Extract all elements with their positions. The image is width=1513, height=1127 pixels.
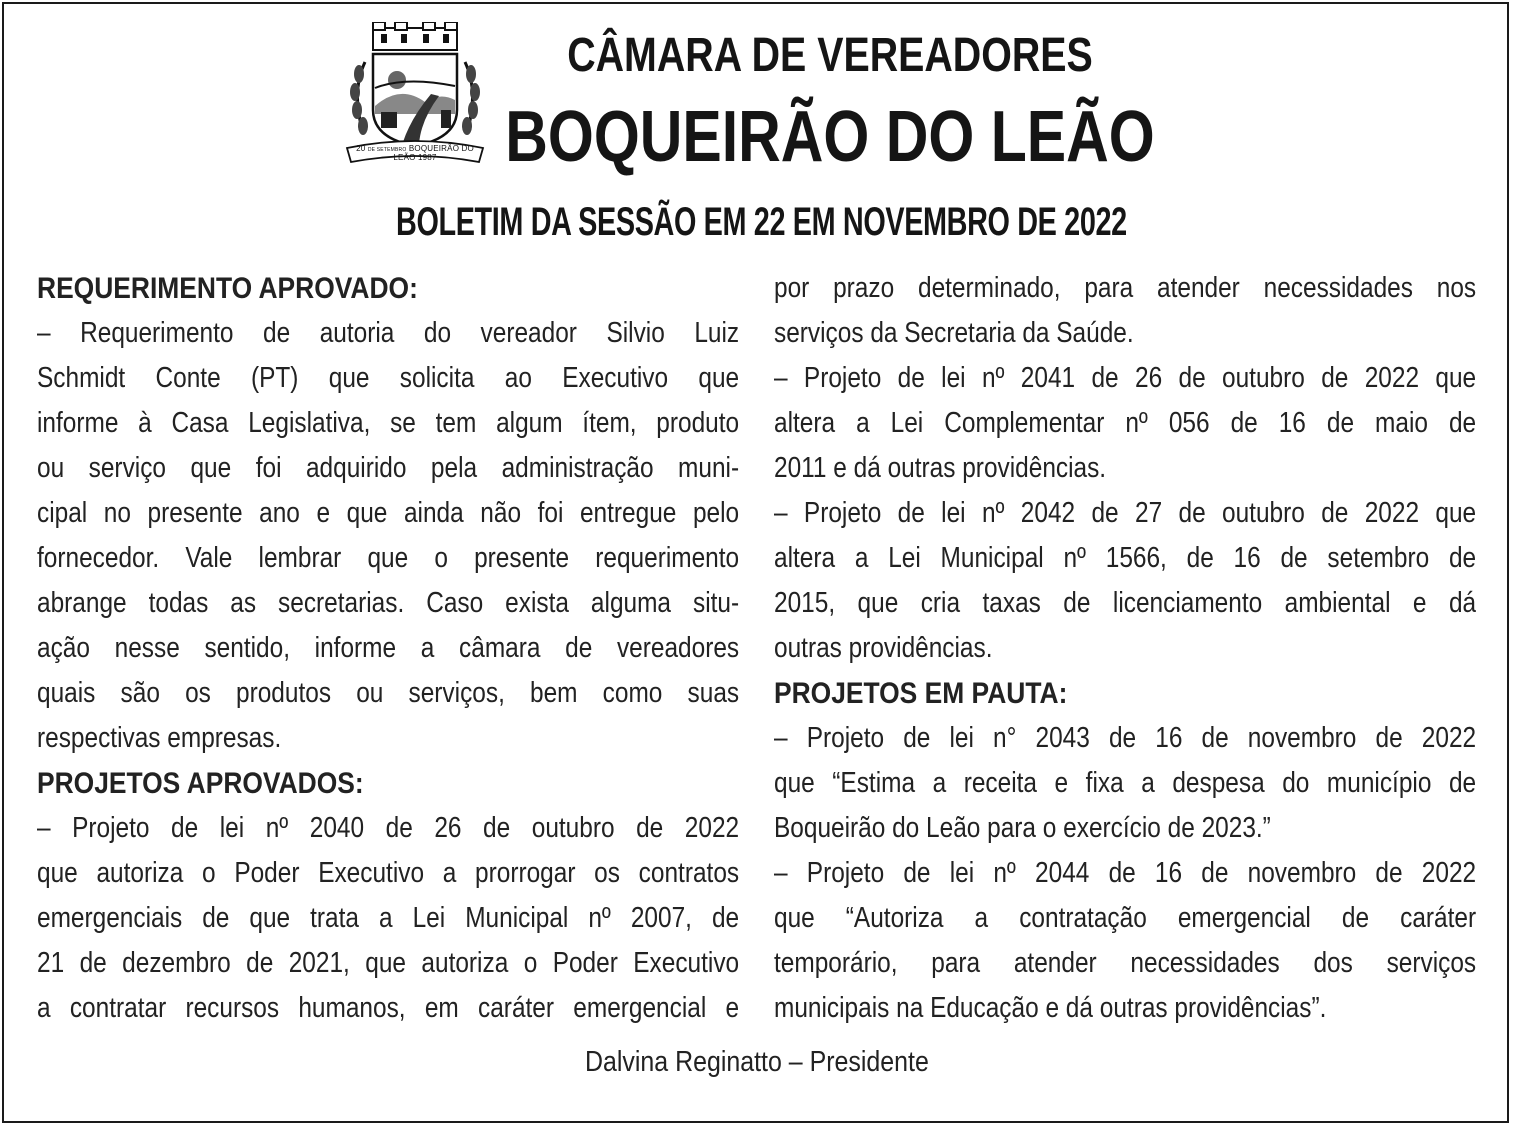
line-text: – Projeto de lei nº 2042 de 27 de outubro de 2022 que <box>774 497 1476 529</box>
heading-projetos-aprovados <box>37 761 739 806</box>
header-city-title: BOQUEIRÃO DO LEÃO <box>505 97 1155 177</box>
heading-projetos-em-pauta <box>774 671 1476 716</box>
crest-day-text: 20 <box>356 144 366 153</box>
line-text: – Projeto de lei nº 2041 de 26 de outubro de 2022 que <box>774 362 1476 394</box>
line-text: altera a Lei Municipal nº 1566, de 16 de setembro de <box>774 542 1476 574</box>
paragraph-line <box>37 806 739 851</box>
heading-text: PROJETOS APROVADOS: <box>37 767 364 800</box>
paragraph-line <box>37 581 739 626</box>
paragraph-line <box>774 626 1476 671</box>
paragraph-line <box>37 851 739 896</box>
signature-line <box>0 1046 1513 1079</box>
crest-city-text: BOQUEIRÃO DO LEÃO <box>393 144 474 162</box>
line-text: por prazo determinado, para atender necessidades nos <box>774 272 1476 304</box>
paragraph-line <box>774 761 1476 806</box>
crest-banner-text <box>345 144 485 162</box>
left-column <box>37 266 739 1031</box>
paragraph-line <box>774 806 1476 851</box>
paragraph-line <box>37 986 739 1031</box>
paragraph-line <box>774 851 1476 896</box>
line-text: que “Autoriza a contratação emergencial de caráter <box>774 902 1476 934</box>
line-text: temporário, para atender necessidades dos serviços <box>774 947 1476 979</box>
crest-year-text: 1987 <box>417 153 437 162</box>
line-text: – Projeto de lei n° 2043 de 16 de novembro de 2022 <box>774 722 1476 754</box>
line-text: 2015, que cria taxas de licenciamento ambiental e dá <box>774 587 1476 619</box>
heading-text: PROJETOS EM PAUTA: <box>774 677 1068 710</box>
paragraph-line <box>774 536 1476 581</box>
paragraph-line <box>774 266 1476 311</box>
line-text: cipal no presente ano e que ainda não foi entregue pelo <box>37 497 739 529</box>
paragraph-line <box>37 941 739 986</box>
paragraph-line <box>774 401 1476 446</box>
line-text: serviços da Secretaria da Saúde. <box>774 317 1134 349</box>
paragraph-line <box>37 671 739 716</box>
paragraph-line <box>37 491 739 536</box>
line-text: Schmidt Conte (PT) que solicita ao Executivo que <box>37 362 739 394</box>
paragraph-line <box>37 401 739 446</box>
bulletin-session-title: BOLETIM DA SESSÃO EM 22 EM NOVEMBRO DE 2022 <box>396 200 1127 244</box>
paragraph-line <box>774 986 1476 1031</box>
line-text: – Projeto de lei nº 2040 de 26 de outubro de 2022 <box>37 812 739 844</box>
line-text: a contratar recursos humanos, em caráter emergencial e <box>37 992 739 1024</box>
paragraph-line <box>774 491 1476 536</box>
right-column <box>774 266 1476 1031</box>
line-text: ação nesse sentido, informe a câmara de vereadores <box>37 632 739 664</box>
line-text: 2011 e dá outras providências. <box>774 452 1107 484</box>
paragraph-line <box>774 581 1476 626</box>
line-text: que “Estima a receita e fixa a despesa do município de <box>774 767 1476 799</box>
line-text: que autoriza o Poder Executivo a prorrogar os contratos <box>37 857 739 889</box>
heading-text: REQUERIMENTO APROVADO: <box>37 272 418 305</box>
line-text: – Requerimento de autoria do vereador Silvio Luiz <box>37 317 739 349</box>
header-chamber-title: CÂMARA DE VEREADORES <box>567 29 1093 82</box>
paragraph-line <box>774 716 1476 761</box>
paragraph-line <box>774 446 1476 491</box>
line-text: abrange todas as secretarias. Caso exista alguma situ- <box>37 587 739 619</box>
paragraph-line <box>774 311 1476 356</box>
line-text: emergenciais de que trata a Lei Municipal nº 2007, de <box>37 902 739 934</box>
paragraph-line <box>37 716 739 761</box>
line-text: quais são os produtos ou serviços, bem como suas <box>37 677 739 709</box>
paragraph-line <box>774 896 1476 941</box>
paragraph-line <box>37 311 739 356</box>
line-text: 21 de dezembro de 2021, que autoriza o Poder Executivo <box>37 947 739 979</box>
paragraph-line <box>774 356 1476 401</box>
paragraph-line <box>37 536 739 581</box>
municipal-crest-logo <box>345 22 485 168</box>
line-text: – Projeto de lei nº 2044 de 16 de novembro de 2022 <box>774 857 1476 889</box>
line-text: municipais na Educação e dá outras providências”. <box>774 992 1327 1024</box>
paragraph-line <box>774 941 1476 986</box>
paragraph-line <box>37 626 739 671</box>
line-text: outras providências. <box>774 632 993 664</box>
line-text: informe à Casa Legislativa, se tem algum ítem, produto <box>37 407 739 439</box>
crest-month-text: DE SETEMBRO <box>367 147 407 153</box>
line-text: Boqueirão do Leão para o exercício de 2023.” <box>774 812 1271 844</box>
line-text: fornecedor. Vale lembrar que o presente requerimento <box>37 542 739 574</box>
paragraph-line <box>37 896 739 941</box>
line-text: altera a Lei Complementar nº 056 de 16 de maio de <box>774 407 1476 439</box>
signature-text: Dalvina Reginatto – Presidente <box>584 1046 929 1078</box>
paragraph-line <box>37 356 739 401</box>
line-text: ou serviço que foi adquirido pela administração muni- <box>37 452 739 484</box>
heading-requerimento-aprovado <box>37 266 739 311</box>
line-text: respectivas empresas. <box>37 722 282 754</box>
paragraph-line <box>37 446 739 491</box>
